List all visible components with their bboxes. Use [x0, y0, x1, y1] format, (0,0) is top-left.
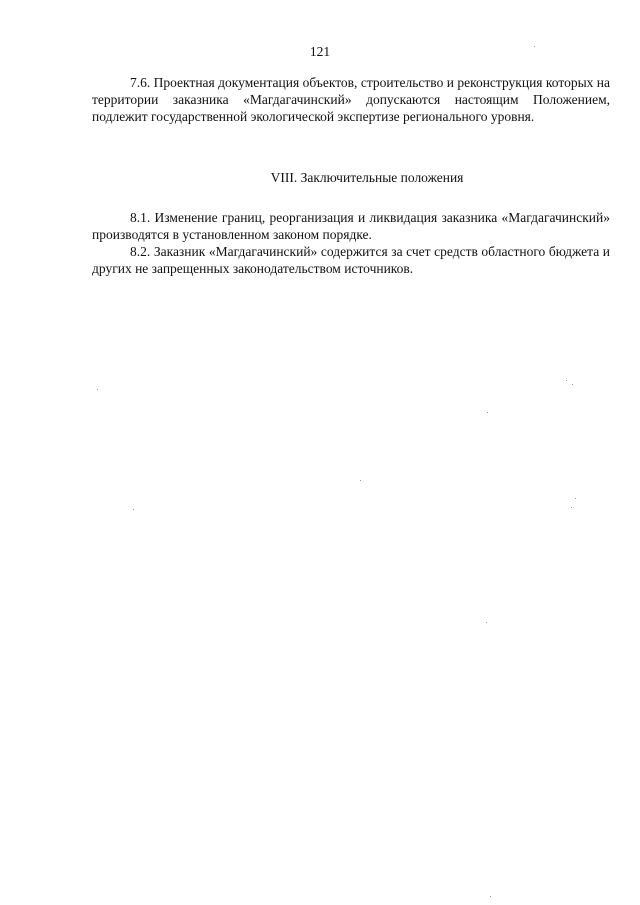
scan-speck [360, 480, 361, 481]
scan-speck [571, 507, 572, 508]
paragraph-8-1: 8.1. Изменение границ, реорганизация и ликвидация заказника «Магдагачинский» производятся в установленном законом порядке. [92, 210, 610, 242]
scan-speck [572, 384, 573, 385]
scan-speck [575, 498, 576, 499]
scan-speck [133, 509, 134, 510]
scan-speck [534, 46, 535, 47]
section-heading: VIII. Заключительные положения [270, 170, 464, 185]
page-number: 121 [309, 44, 331, 59]
scan-speck [490, 896, 491, 897]
paragraph-8-2: 8.2. Заказник «Магдагачинский» содержится за счет средств областного бюджета и других не запрещенных законодательством источников. [92, 244, 610, 276]
scan-speck [487, 412, 488, 413]
scan-speck [566, 380, 567, 381]
paragraph-7-6: 7.6. Проектная документация объектов, строительство и реконструкция которых на территории заказника «Магдагачинский» допускаются настоящим Положением, подлежит государственной экологической экспертизе регионального уровня. [92, 75, 610, 124]
scan-speck [97, 389, 98, 390]
scan-speck [486, 622, 487, 623]
